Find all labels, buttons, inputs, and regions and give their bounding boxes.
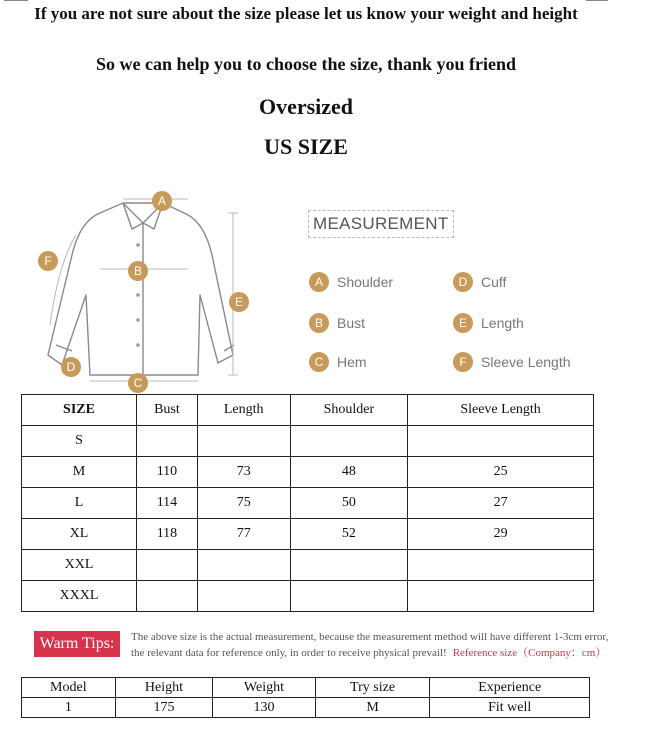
badge-e-diagram: E [229,292,249,312]
table-cell: 114 [137,488,198,519]
table-row [22,457,594,488]
table-cell: 50 [290,488,408,519]
table-cell: L [22,488,137,519]
size-help-note: If you are not sure about the size please let us know your weight and height [34,4,578,23]
warm-tips-label: Warm Tips: [34,631,120,657]
header-cell-model: Model [22,678,116,698]
table-cell: M [22,457,137,488]
table-row [22,488,594,519]
table-row [22,581,594,612]
badge-d-icon: D [453,272,473,292]
table-cell: 118 [137,519,198,550]
table-cell: 1 [22,698,116,718]
table-cell: 110 [137,457,198,488]
table-cell [197,581,290,612]
table-cell [290,550,408,581]
badge-c-icon: C [309,352,329,372]
table-cell: S [22,426,137,457]
top-divider-right [586,0,608,1]
legend-label: Hem [337,354,367,370]
legend-item-hem [309,351,367,373]
table-cell [408,550,594,581]
table-cell: 77 [197,519,290,550]
table-cell [137,550,198,581]
badge-b-diagram: B [128,261,148,281]
header-cell-sleeve-length: Sleeve Length [408,395,594,426]
table-header-row [22,678,590,698]
legend-label: Sleeve Length [481,354,571,370]
header-cell-length: Length [197,395,290,426]
reference-size-note: Reference size（Company：cm） [452,647,607,659]
size-chart-table [21,394,594,612]
legend-item-cuff [453,271,506,293]
header-cell-size: SIZE [22,395,137,426]
table-cell: 73 [197,457,290,488]
model-fit-table [21,677,590,718]
table-cell [137,426,198,457]
badge-a-icon: A [309,272,329,292]
badge-d-diagram: D [61,357,81,377]
fit-type-title: Oversized [258,94,354,119]
legend-label: Length [481,315,524,331]
warm-tips-line-2 [131,646,606,660]
table-cell [137,581,198,612]
table-cell: 27 [408,488,594,519]
table-row [22,519,594,550]
table-cell: 52 [290,519,408,550]
table-cell [408,581,594,612]
legend-label: Bust [337,315,366,331]
header-cell-shoulder: Shoulder [290,395,408,426]
warm-tips-line-2-text: the relevant data for reference only, in order to receive physical prevail! [131,647,447,659]
table-cell [408,426,594,457]
table-cell [290,581,408,612]
table-cell: 48 [290,457,408,488]
header-cell-weight: Weight [213,678,315,698]
legend-label: Cuff [481,274,507,290]
legend-item-sleeve-length [453,351,571,373]
table-cell: 75 [197,488,290,519]
table-cell [290,426,408,457]
table-cell: XXL [22,550,137,581]
table-header-row [22,395,594,426]
header-cell-experience: Experience [430,678,590,698]
table-cell: XXXL [22,581,137,612]
badge-c-diagram: C [128,373,148,393]
table-cell [197,550,290,581]
header-cell-height: Height [115,678,213,698]
table-row [22,426,594,457]
table-cell: Fit well [430,698,590,718]
top-divider-left [4,0,28,1]
size-help-thanks: So we can help you to choose the size, thank you friend [95,54,517,74]
table-cell: 25 [408,457,594,488]
table-cell: 175 [115,698,213,718]
header-cell-try-size: Try size [315,678,430,698]
badge-e-icon: E [453,313,473,333]
warm-tips-line-1: The above size is the actual measurement, because the measurement method will have different 1-3cm error, [131,631,609,643]
table-row [22,550,594,581]
measurement-graphic [28,185,588,395]
table-cell: 29 [408,519,594,550]
table-cell: 130 [213,698,315,718]
table-row [22,698,590,718]
legend-item-length [453,312,524,334]
badge-b-icon: B [309,313,329,333]
badge-f-icon: F [453,352,473,372]
table-cell [197,426,290,457]
legend-label: Shoulder [337,274,394,290]
header-cell-bust: Bust [137,395,198,426]
badge-a-diagram: A [152,191,172,211]
badge-f-diagram: F [38,251,58,271]
measurement-title: MEASUREMENT [308,210,454,238]
size-system-title: US SIZE [264,134,348,159]
table-cell: XL [22,519,137,550]
table-cell: M [315,698,430,718]
legend-item-shoulder [309,271,393,293]
legend-item-bust [309,312,365,334]
